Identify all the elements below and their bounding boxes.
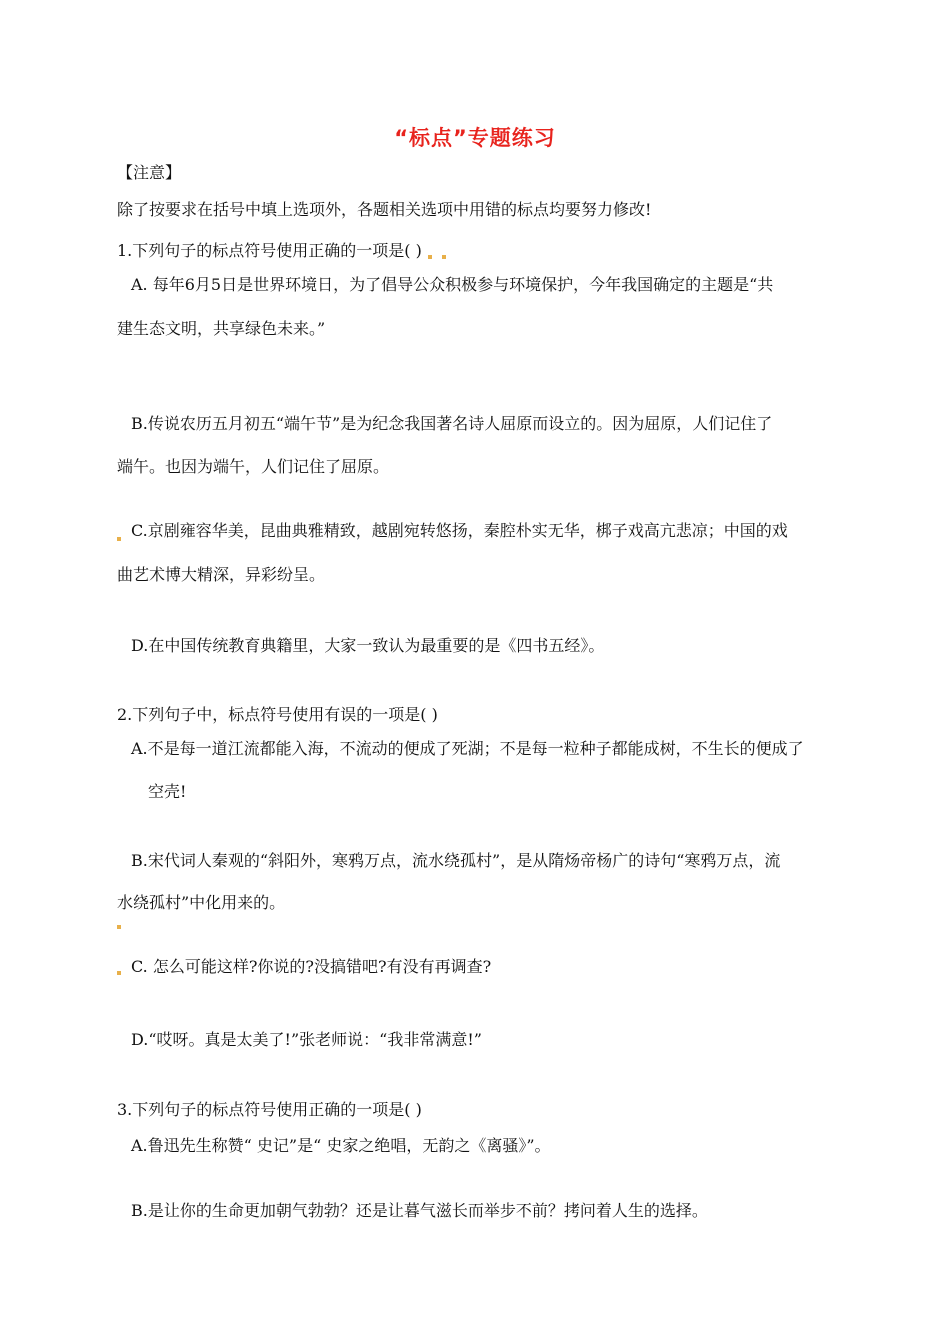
question-1-option-c-line-1: C.京剧雍容华美，昆曲典雅精致，越剧宛转悠扬，秦腔朴实无华，梆子戏高亢悲凉；中国的戏 xyxy=(131,521,788,540)
question-1-option-a-line-2: 建生态文明，共享绿色未来。” xyxy=(117,319,326,338)
question-3-option-b: B.是让你的生命更加朝气勃勃？还是让暮气滋长而举步不前？拷问着人生的选择。 xyxy=(131,1201,708,1220)
page-title: “标点”专题练习 xyxy=(394,126,556,150)
question-1-stem: 1.下列句子的标点符号使用正确的一项是( ) xyxy=(117,241,422,260)
question-1-option-b-line-2: 端午。也因为端午，人们记住了屈原。 xyxy=(117,457,390,476)
question-1-option-b-line-1: B.传说农历五月初五“端午节”是为纪念我国著名诗人屈原而设立的。因为屈原，人们记住了 xyxy=(131,414,773,433)
question-2-stem: 2.下列句子中，标点符号使用有误的一项是( ) xyxy=(117,705,438,724)
scan-speck xyxy=(428,255,432,259)
scan-speck xyxy=(442,255,446,259)
question-1-option-c-line-2: 曲艺术博大精深，异彩纷呈。 xyxy=(117,565,326,584)
question-2-option-c: C. 怎么可能这样?你说的?没搞错吧?有没有再调查? xyxy=(131,957,492,976)
question-3-option-a: A.鲁迅先生称赞“ 史记”是“ 史家之绝唱，无韵之《离骚》”。 xyxy=(131,1136,551,1155)
question-2-option-b-line-1: B.宋代词人秦观的“斜阳外，寒鸦万点，流水绕孤村”，是从隋炀帝杨广的诗句“寒鸦万点，流 xyxy=(131,851,781,870)
question-2-option-d: D.“哎呀。真是太美了!”张老师说：“我非常满意!” xyxy=(131,1030,482,1049)
notice-text: 除了按要求在括号中填上选项外，各题相关选项中用错的标点均要努力修改! xyxy=(117,200,652,219)
question-3-stem: 3.下列句子的标点符号使用正确的一项是( ) xyxy=(117,1100,422,1119)
question-2-option-a-line-2: 空壳! xyxy=(148,782,187,801)
question-1-option-d: D.在中国传统教育典籍里，大家一致认为最重要的是《四书五经》。 xyxy=(131,636,605,655)
question-2-option-a-line-1: A.不是每一道江流都能入海，不流动的便成了死湖；不是每一粒种子都能成树，不生长的便成了 xyxy=(131,739,804,758)
question-2-option-b-line-2: 水绕孤村”中化用来的。 xyxy=(117,893,286,912)
scan-speck xyxy=(117,971,121,975)
scan-speck xyxy=(117,925,121,929)
scan-speck xyxy=(117,537,121,541)
question-1-option-a-line-1: A. 每年6月5日是世界环境日，为了倡导公众积极参与环境保护，今年我国确定的主题是“共 xyxy=(131,275,774,294)
notice-label: 【注意】 xyxy=(117,163,182,182)
